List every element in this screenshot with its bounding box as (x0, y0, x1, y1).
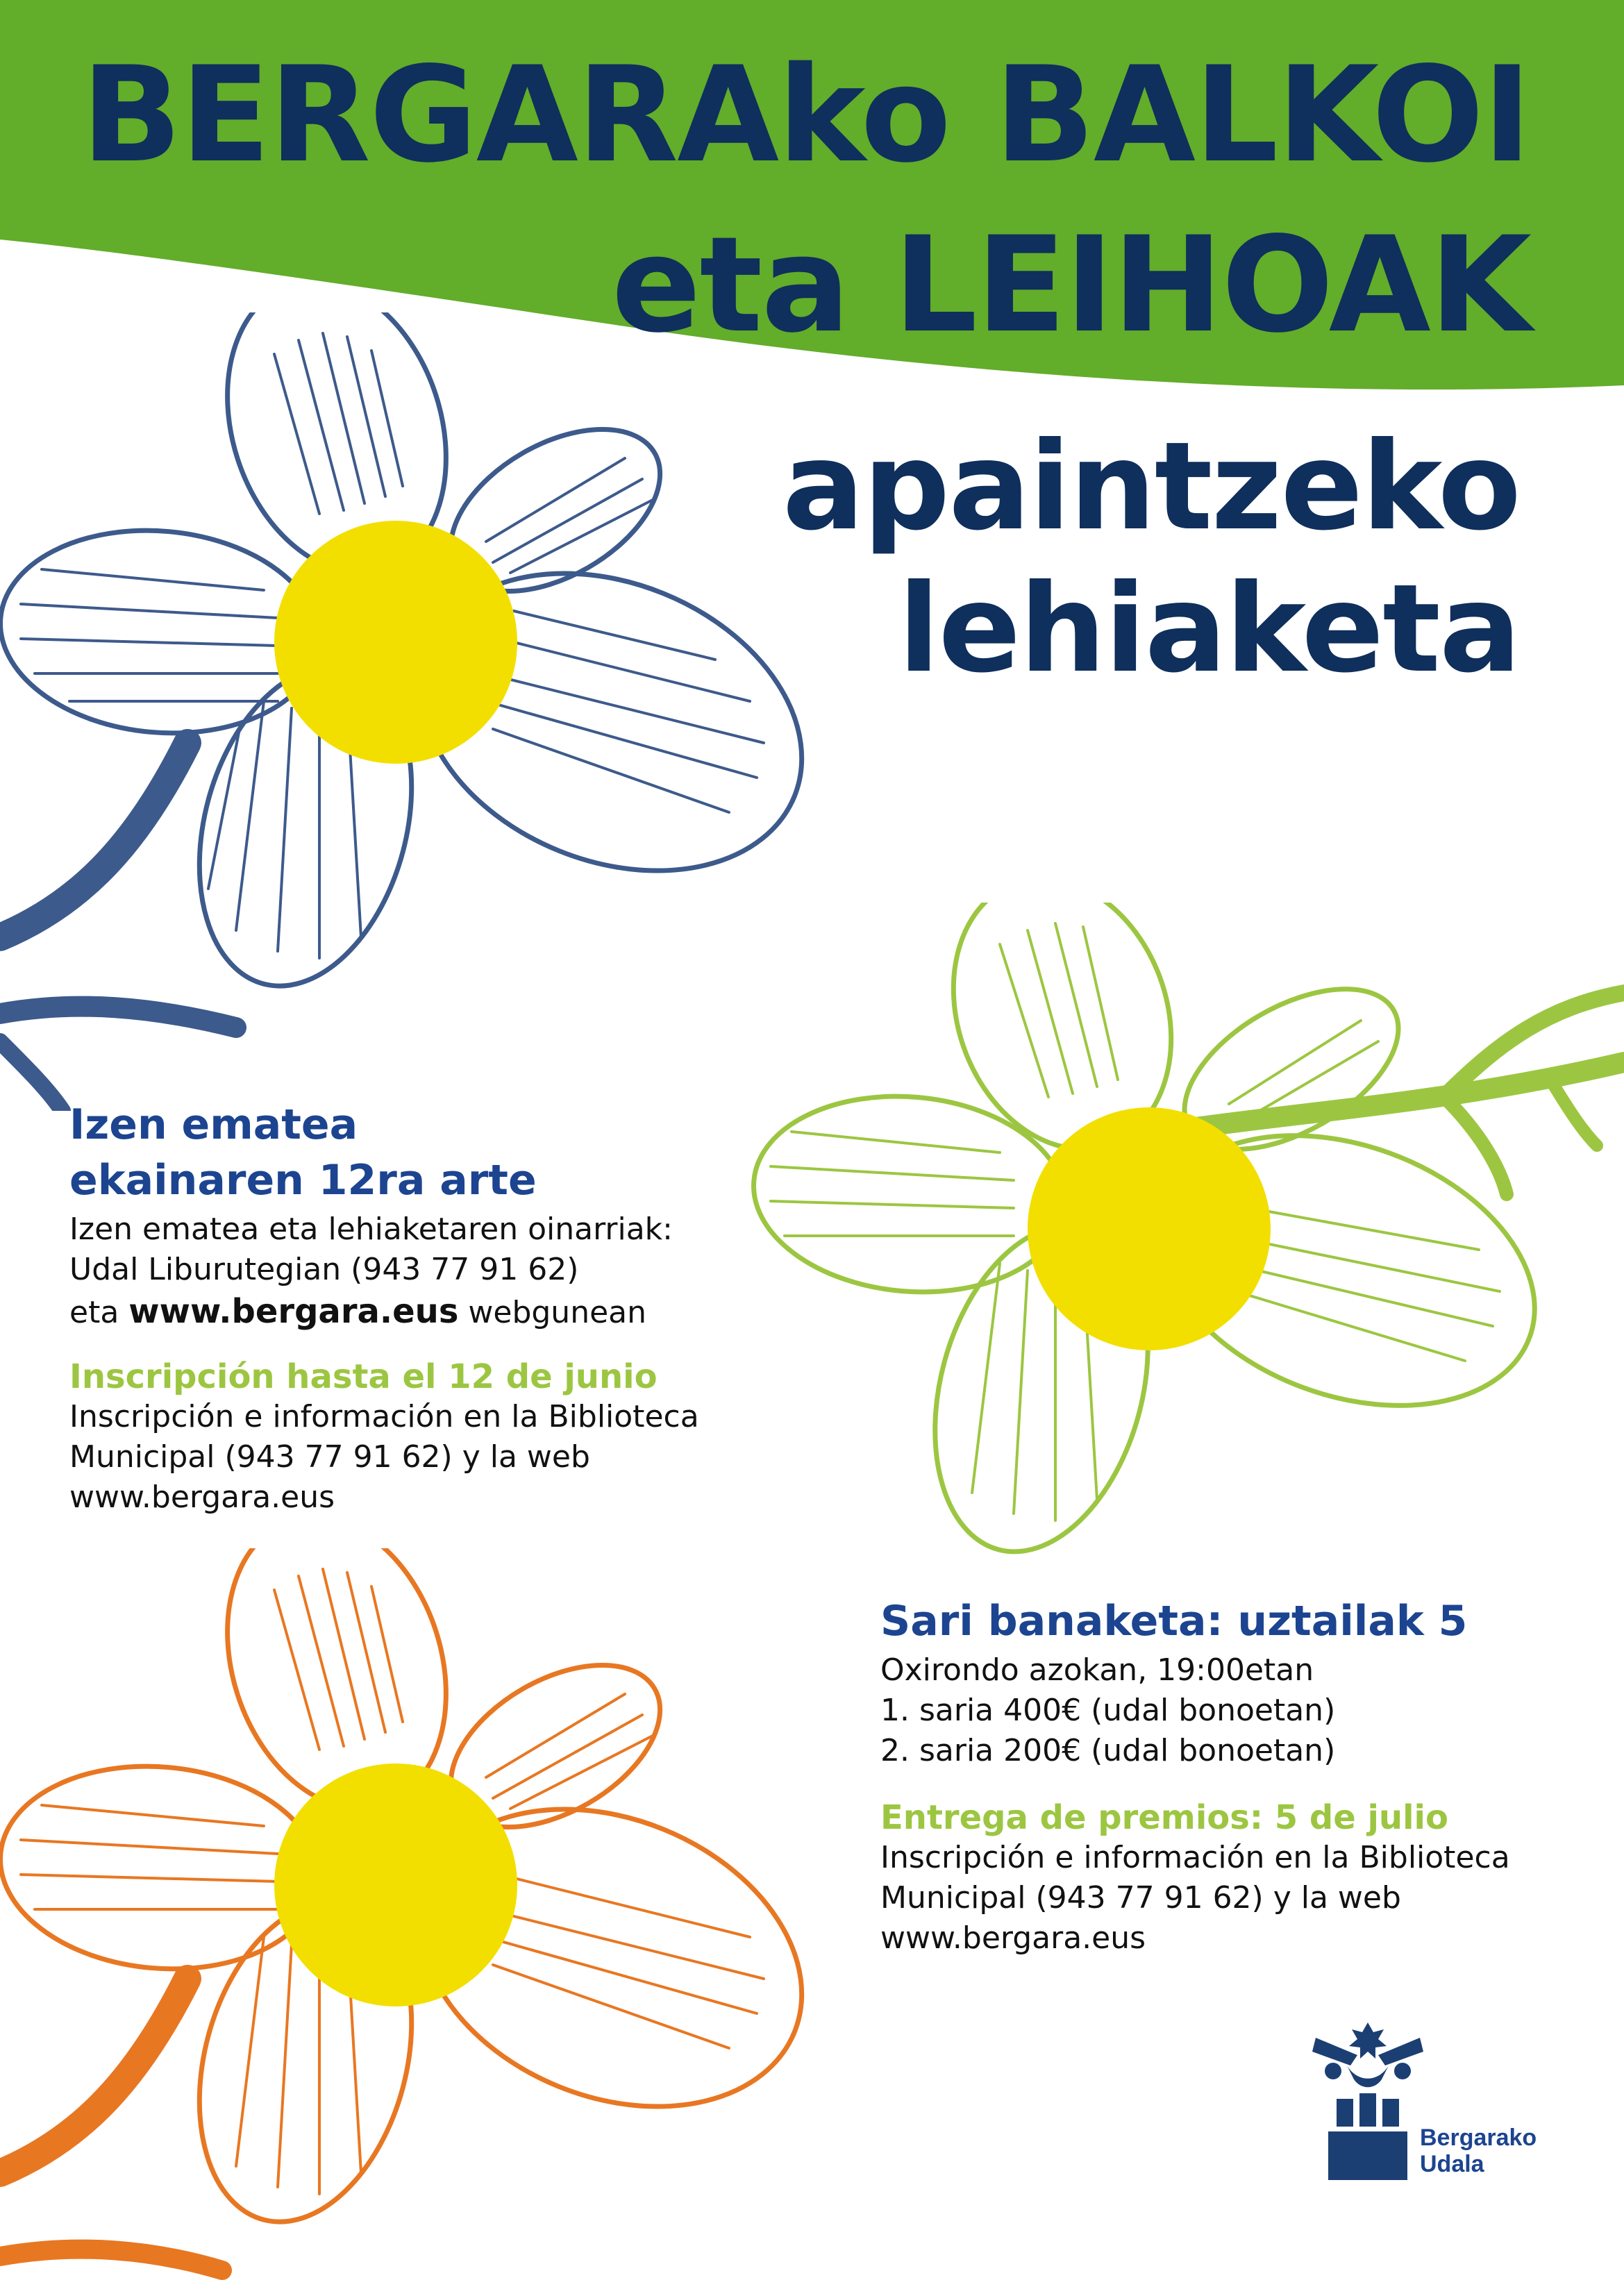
awards-line-2: 1. saria 400€ (udal bonoetan) (880, 1693, 1336, 1728)
awards-es-line-3[interactable]: www.bergara.eus (880, 1920, 1146, 1956)
registration-es-line-3[interactable]: www.bergara.eus (69, 1480, 335, 1515)
subtitle-line-2: lehiaketa (898, 559, 1520, 700)
blue-flower-illustration (0, 312, 868, 1111)
registration-es-line-1: Inscripción e información en la Biblioteca (69, 1399, 699, 1434)
registration-line-3-post: webgunean (458, 1295, 647, 1330)
registration-es-line-2: Municipal (943 77 91 62) y la web (69, 1439, 590, 1475)
registration-es-heading: Inscripción hasta el 12 de junio (69, 1357, 658, 1396)
awards-es-line-1: Inscripción e información en la Biblioteca (880, 1840, 1510, 1875)
logo-text (1420, 2125, 1537, 2177)
website-link[interactable]: www.bergara.eus (128, 1292, 459, 1331)
awards-line-1: Oxirondo azokan, 19:00etan (880, 1652, 1314, 1688)
orange-flower-illustration (0, 1548, 868, 2296)
registration-heading-2: ekainaren 12ra arte (69, 1156, 537, 1205)
logo-line-2: Udala (1420, 2151, 1484, 2177)
subtitle-line-1: apaintzeko (782, 417, 1520, 558)
title-line-2: eta LEIHOAK (611, 208, 1530, 362)
registration-heading-1: Izen ematea (69, 1100, 358, 1149)
awards-es-line-2: Municipal (943 77 91 62) y la web (880, 1880, 1401, 1916)
awards-es-heading: Entrega de premios: 5 de julio (880, 1798, 1448, 1837)
logo-line-1: Bergarako (1420, 2125, 1537, 2151)
registration-line-3 (69, 1292, 646, 1331)
awards-line-3: 2. saria 200€ (udal bonoetan) (880, 1733, 1336, 1768)
green-flower-illustration (750, 903, 1624, 1597)
registration-line-1: Izen ematea eta lehiaketaren oinarriak: (69, 1212, 673, 1247)
registration-line-2: Udal Liburutegian (943 77 91 62) (69, 1252, 579, 1287)
registration-line-3-pre: eta (69, 1295, 129, 1330)
title-line-1: BERGARAko BALKOI (81, 38, 1530, 192)
awards-heading: Sari banaketa: uztailak 5 (880, 1597, 1468, 1645)
